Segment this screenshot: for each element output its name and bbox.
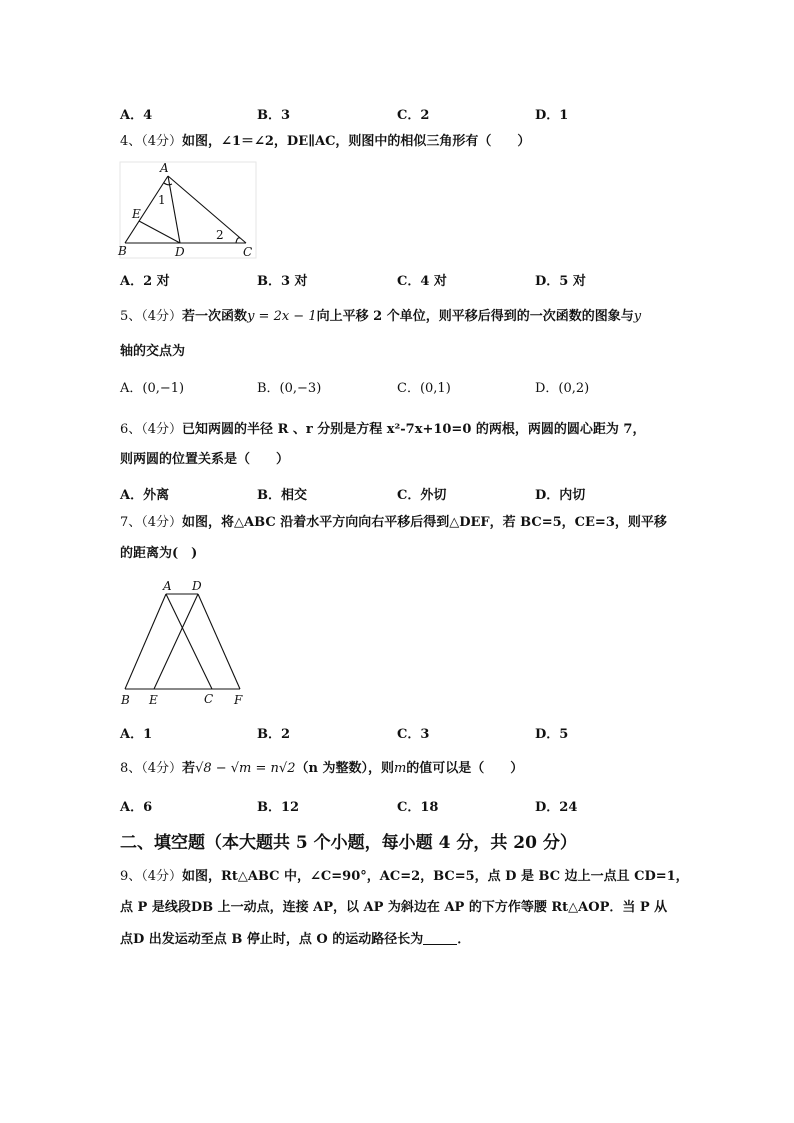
q9-stem-line2 — [120, 897, 690, 919]
q8-mid: （n 为整数），则 — [295, 761, 394, 776]
q7-label-c: C — [204, 692, 214, 706]
q5-var: y — [633, 309, 642, 324]
q7-options — [120, 723, 720, 745]
q8-options — [120, 796, 720, 818]
q5-option-a[interactable]: A．(0,−1) — [120, 381, 185, 396]
q4-label-angle2: 2 — [216, 228, 224, 242]
q8-post: 的值可以是（ ） — [406, 761, 524, 776]
q4-label-e: E — [132, 207, 141, 221]
q9-number: 9、（4分） — [120, 869, 183, 884]
q4-number: 4、（4分） — [120, 134, 183, 149]
q6-option-c[interactable]: C．外切 — [397, 488, 447, 503]
q5-pre: 若一次函数 — [182, 309, 248, 324]
q7-stem-line1 — [120, 512, 690, 534]
q7-option-c[interactable]: C．3 — [397, 727, 430, 742]
q7-option-d[interactable]: D．5 — [535, 727, 569, 742]
q6-option-b[interactable]: B．相交 — [257, 488, 307, 503]
q7-label-d: D — [192, 579, 202, 593]
q5-number: 5、（4分） — [120, 309, 183, 324]
q5-option-c[interactable]: C．(0,1) — [397, 381, 451, 396]
q7-label-b: B — [121, 693, 130, 707]
q5-line2: 轴的交点为 — [120, 344, 186, 359]
q8-option-a[interactable]: A．6 — [120, 800, 153, 815]
q4-label-a: A — [160, 161, 169, 175]
q4-label-b: B — [118, 244, 127, 258]
q9-line1: 如图，Rt△ABC 中，∠C=90°，AC=2，BC=5，点 D 是 BC 边上一点且 CD=1， — [182, 869, 689, 884]
q9-stem-line1 — [120, 866, 690, 888]
q3-option-d[interactable]: D．1 — [535, 108, 569, 123]
q6-line2: 则两圆的位置关系是（ ） — [120, 452, 290, 467]
q9-line2: 点 P 是线段DB 上一动点，连接 AP，以 AP 为斜边在 AP 的下方作等腰 Rt△AOP．当 P 从 — [120, 900, 668, 915]
q3-option-c[interactable]: C．2 — [397, 108, 430, 123]
q5-option-d[interactable]: D．(0,2) — [535, 381, 590, 396]
q8-option-b[interactable]: B．12 — [257, 800, 300, 815]
q8-stem — [120, 758, 690, 780]
q8-equation: √8 − √m = n√2 — [195, 761, 296, 776]
q4-label-c: C — [243, 245, 253, 259]
q4-figure — [116, 158, 261, 262]
q7-label-a: A — [163, 579, 172, 593]
q6-option-d[interactable]: D．内切 — [535, 488, 586, 503]
q4-option-c[interactable]: C．4 对 — [397, 274, 447, 289]
q4-option-a[interactable]: A．2 对 — [120, 274, 170, 289]
q7-stem-line2 — [120, 543, 690, 565]
q4-label-d: D — [175, 245, 185, 259]
q9-stem-line3 — [120, 929, 690, 951]
q8-pre: 若 — [182, 761, 196, 776]
q8-number: 8、（4分） — [120, 761, 183, 776]
q3-option-a[interactable]: A．4 — [120, 108, 153, 123]
section-2-heading: 二、填空题（本大题共 5 个小题，每小题 4 分，共 20 分） — [120, 833, 577, 853]
q7-option-b[interactable]: B．2 — [257, 727, 291, 742]
q9-line3: 点D 出发运动至点 B 停止时，点 O 的运动路径长为 — [120, 932, 424, 947]
q5-stem-line2 — [120, 341, 690, 363]
q4-label-angle1: 1 — [158, 193, 166, 207]
q6-option-a[interactable]: A．外离 — [120, 488, 170, 503]
q5-post: 向上平移 2 个单位，则平移后得到的一次函数的图象与 — [316, 309, 634, 324]
q7-line2: 的距离为( ) — [120, 546, 198, 561]
q7-number: 7、（4分） — [120, 515, 183, 530]
q7-label-e: E — [149, 693, 158, 707]
q6-stem-line1 — [120, 419, 690, 441]
q6-line1: 已知两圆的半径 R 、r 分别是方程 x²-7x+10=0 的两根，两圆的圆心距为 7， — [182, 422, 646, 437]
q4-text: 如图，∠1＝∠2，DE∥AC，则图中的相似三角形有（ ） — [182, 134, 531, 149]
q7-line1: 如图，将△ABC 沿着水平方向向右平移后得到△DEF，若 BC=5，CE=3，则平移 — [182, 515, 667, 530]
q8-var: m — [393, 761, 407, 776]
q7-label-f: F — [234, 693, 243, 707]
q7-option-a[interactable]: A．1 — [120, 727, 153, 742]
q4-option-d[interactable]: D．5 对 — [535, 274, 586, 289]
q9-end: ． — [457, 932, 471, 947]
q7-figure — [116, 576, 251, 708]
q5-stem-line1 — [120, 306, 690, 328]
q5-equation: y = 2x − 1 — [247, 309, 317, 324]
q6-stem-line2 — [120, 449, 690, 471]
q3-options — [120, 104, 720, 126]
q9-answer-blank[interactable] — [423, 930, 457, 945]
q3-option-b[interactable]: B．3 — [257, 108, 291, 123]
q8-option-c[interactable]: C．18 — [397, 800, 439, 815]
q6-options — [120, 484, 720, 506]
q6-number: 6、（4分） — [120, 422, 183, 437]
q4-stem — [120, 131, 690, 153]
q5-options — [120, 377, 720, 399]
q4-options — [120, 270, 720, 292]
q5-option-b[interactable]: B．(0,−3) — [257, 381, 322, 396]
q8-option-d[interactable]: D．24 — [535, 800, 578, 815]
q4-option-b[interactable]: B．3 对 — [257, 274, 308, 289]
